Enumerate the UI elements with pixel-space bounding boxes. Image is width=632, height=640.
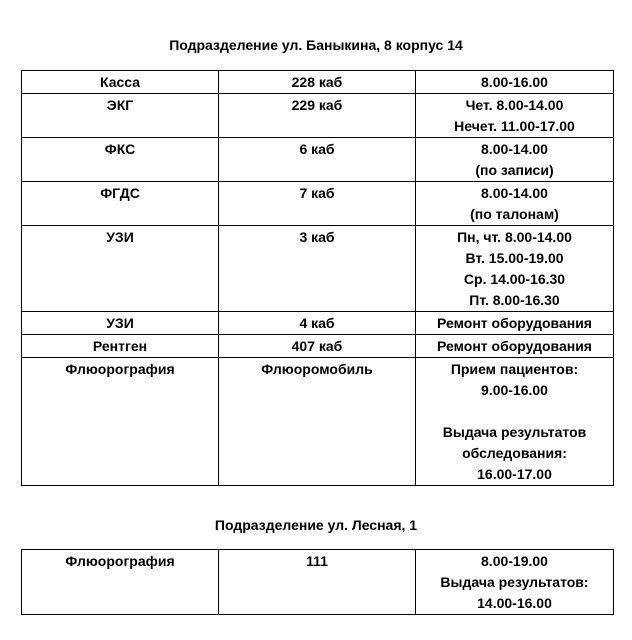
service-name-cell: Касса <box>22 71 219 94</box>
hours-cell: Ремонт оборудования <box>416 312 614 335</box>
room-cell: 229 каб <box>219 94 416 138</box>
hours-cell: Чет. 8.00-14.00 Нечет. 11.00-17.00 <box>416 94 614 138</box>
table-row <box>22 71 614 94</box>
service-name-cell: Флюорография <box>22 550 219 615</box>
hours-cell: Прием пациентов: 9.00-16.00 Выдача результатов обследования: 16.00-17.00 <box>416 358 614 486</box>
service-name-cell: Рентген <box>22 335 219 358</box>
hours-cell: 8.00-14.00 (по талонам) <box>416 182 614 226</box>
schedule-table-lesnaya <box>21 549 614 615</box>
service-name-cell: ФКС <box>22 138 219 182</box>
schedule-table-banykina <box>21 70 614 486</box>
hours-cell: 8.00-14.00 (по записи) <box>416 138 614 182</box>
room-cell: 3 каб <box>219 226 416 312</box>
room-cell: 228 каб <box>219 71 416 94</box>
service-name-cell: УЗИ <box>22 312 219 335</box>
section-title-lesnaya: Подразделение ул. Лесная, 1 <box>214 517 418 533</box>
service-name-cell: УЗИ <box>22 226 219 312</box>
room-cell: 7 каб <box>219 182 416 226</box>
hours-cell: 8.00-16.00 <box>416 71 614 94</box>
room-cell: 4 каб <box>219 312 416 335</box>
hours-cell: 8.00-19.00 Выдача результатов: 14.00-16.00 <box>416 550 614 615</box>
hours-cell: Пн, чт. 8.00-14.00 Вт. 15.00-19.00 Ср. 14.00-16.30 Пт. 8.00-16.30 <box>416 226 614 312</box>
table-row <box>22 94 614 138</box>
room-cell: Флюоромобиль <box>219 358 416 486</box>
hours-cell: Ремонт оборудования <box>416 335 614 358</box>
service-name-cell: Флюорография <box>22 358 219 486</box>
service-name-cell: ФГДС <box>22 182 219 226</box>
service-name-cell: ЭКГ <box>22 94 219 138</box>
table-row <box>22 312 614 335</box>
table-row <box>22 335 614 358</box>
room-cell: 6 каб <box>219 138 416 182</box>
table-row <box>22 182 614 226</box>
table-row <box>22 358 614 486</box>
room-cell: 111 <box>219 550 416 615</box>
table-row <box>22 138 614 182</box>
table-row <box>22 226 614 312</box>
section-title-banykina: Подразделение ул. Баныкина, 8 корпус 14 <box>169 37 463 53</box>
table-row <box>22 550 614 615</box>
room-cell: 407 каб <box>219 335 416 358</box>
